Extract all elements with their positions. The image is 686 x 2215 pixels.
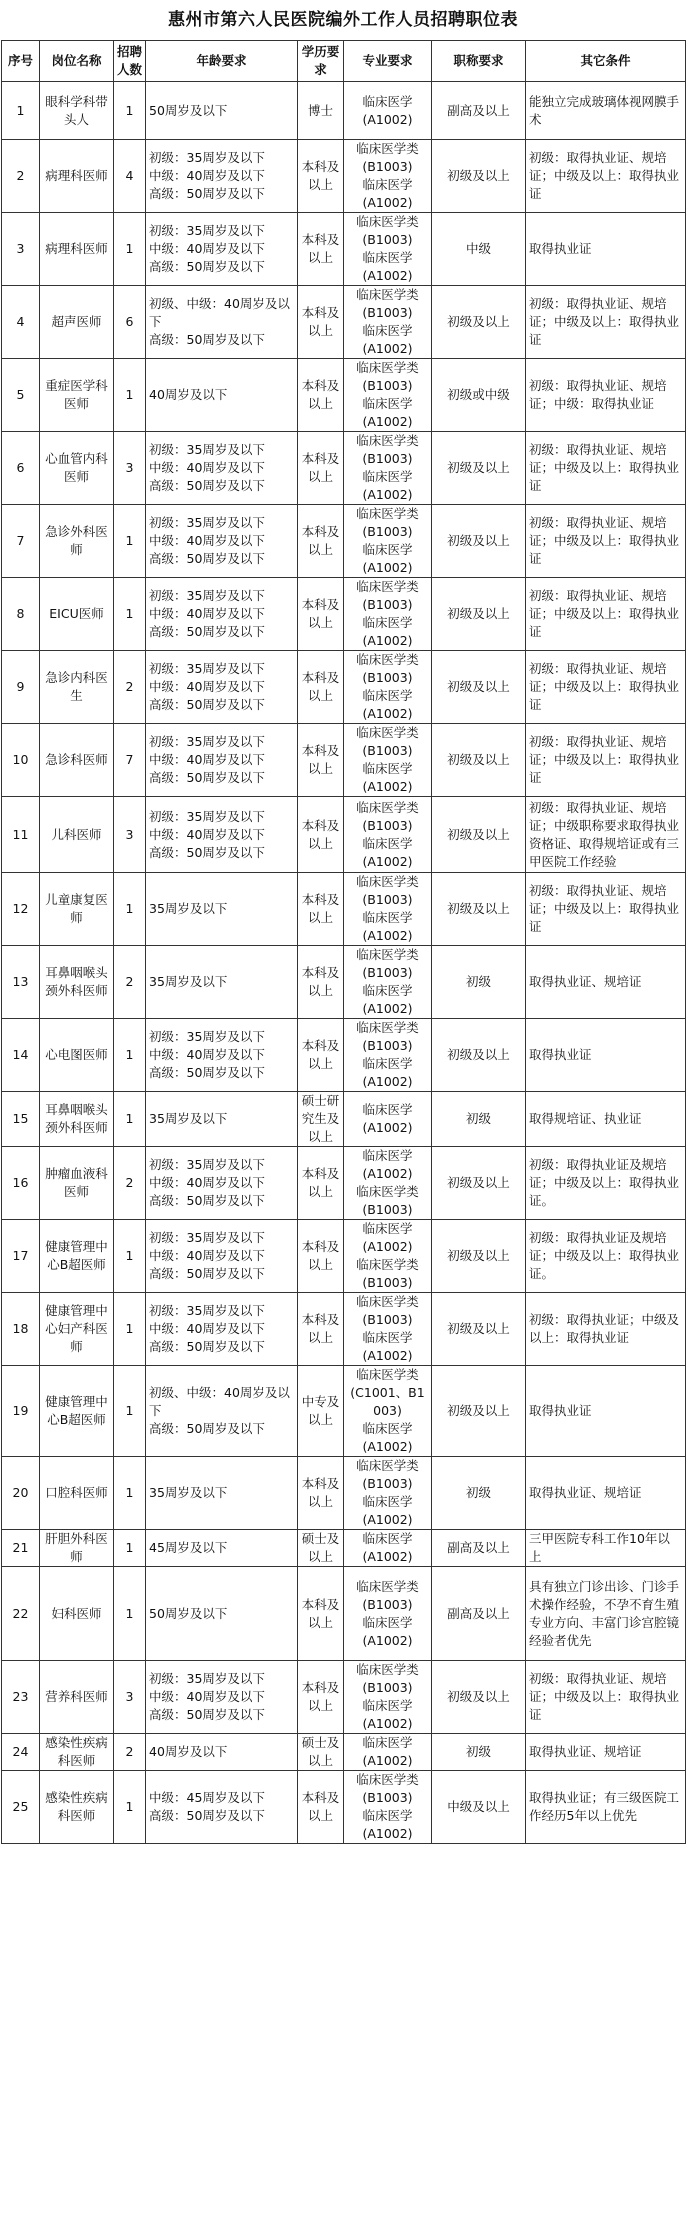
cell-age: 初级：35周岁及以下 中级：40周岁及以下 高级：50周岁及以下 xyxy=(146,651,298,724)
cell-major: 临床医学 (A1002) xyxy=(344,1092,432,1147)
cell-no: 4 xyxy=(2,286,40,359)
cell-title: 初级及以上 xyxy=(432,1661,526,1734)
cell-age: 初级：35周岁及以下 中级：40周岁及以下 高级：50周岁及以下 xyxy=(146,213,298,286)
cell-count: 2 xyxy=(114,946,146,1019)
cell-major: 临床医学 (A1002) xyxy=(344,82,432,140)
header-edu: 学历要求 xyxy=(298,41,344,82)
cell-edu: 本科及以上 xyxy=(298,1567,344,1661)
cell-post: 口腔科医师 xyxy=(40,1457,114,1530)
cell-no: 13 xyxy=(2,946,40,1019)
cell-edu: 本科及以上 xyxy=(298,1771,344,1844)
cell-edu: 本科及以上 xyxy=(298,1457,344,1530)
cell-major: 临床医学类 (B1003) 临床医学 (A1002) xyxy=(344,1661,432,1734)
table-row xyxy=(2,1661,686,1734)
header-no: 序号 xyxy=(2,41,40,82)
cell-title: 初级及以上 xyxy=(432,1220,526,1293)
cell-other: 取得执业证、规培证 xyxy=(526,1734,686,1771)
cell-major: 临床医学类 (B1003) 临床医学 (A1002) xyxy=(344,1019,432,1092)
cell-age: 初级：35周岁及以下 中级：40周岁及以下 高级：50周岁及以下 xyxy=(146,1019,298,1092)
cell-edu: 本科及以上 xyxy=(298,1147,344,1220)
cell-post: 重症医学科医师 xyxy=(40,359,114,432)
cell-other: 初级：取得执业证、规培证；中级及以上：取得执业证 xyxy=(526,505,686,578)
cell-age: 初级：35周岁及以下 中级：40周岁及以下 高级：50周岁及以下 xyxy=(146,1147,298,1220)
job-table xyxy=(1,40,686,1844)
cell-other: 初级：取得执业证、规培证；中级及以上：取得执业证 xyxy=(526,578,686,651)
cell-count: 4 xyxy=(114,140,146,213)
table-row xyxy=(2,1530,686,1567)
cell-age: 35周岁及以下 xyxy=(146,873,298,946)
cell-no: 23 xyxy=(2,1661,40,1734)
cell-title: 初级及以上 xyxy=(432,873,526,946)
cell-major: 临床医学 (A1002) xyxy=(344,1734,432,1771)
table-row xyxy=(2,873,686,946)
cell-no: 20 xyxy=(2,1457,40,1530)
table-row xyxy=(2,1220,686,1293)
cell-post: 耳鼻咽喉头颈外科医师 xyxy=(40,946,114,1019)
cell-age: 50周岁及以下 xyxy=(146,82,298,140)
cell-no: 10 xyxy=(2,724,40,797)
cell-post: 眼科学科带头人 xyxy=(40,82,114,140)
cell-title: 初级及以上 xyxy=(432,1019,526,1092)
cell-other: 初级：取得执业证、规培证；中级：取得执业证 xyxy=(526,359,686,432)
table-body xyxy=(2,82,686,1844)
cell-other: 取得执业证 xyxy=(526,1366,686,1457)
cell-no: 1 xyxy=(2,82,40,140)
cell-major: 临床医学类 (C1001、B1003) 临床医学 (A1002) xyxy=(344,1366,432,1457)
cell-no: 24 xyxy=(2,1734,40,1771)
cell-other: 取得执业证、规培证 xyxy=(526,946,686,1019)
table-row xyxy=(2,140,686,213)
cell-edu: 本科及以上 xyxy=(298,724,344,797)
cell-no: 22 xyxy=(2,1567,40,1661)
cell-other: 初级：取得执业证、规培证；中级职称要求取得执业资格证、取得规培证或有三甲医院工作经验 xyxy=(526,797,686,873)
table-row xyxy=(2,1771,686,1844)
cell-post: 超声医师 xyxy=(40,286,114,359)
cell-title: 初级及以上 xyxy=(432,286,526,359)
cell-post: 肝胆外科医师 xyxy=(40,1530,114,1567)
table-row xyxy=(2,1366,686,1457)
cell-no: 15 xyxy=(2,1092,40,1147)
cell-other: 三甲医院专科工作10年以上 xyxy=(526,1530,686,1567)
cell-post: 健康管理中心B超医师 xyxy=(40,1220,114,1293)
cell-other: 初级：取得执业证、规培证；中级及以上：取得执业证 xyxy=(526,432,686,505)
cell-post: 耳鼻咽喉头颈外科医师 xyxy=(40,1092,114,1147)
cell-age: 40周岁及以下 xyxy=(146,359,298,432)
cell-post: 健康管理中心B超医师 xyxy=(40,1366,114,1457)
cell-post: EICU医师 xyxy=(40,578,114,651)
cell-count: 1 xyxy=(114,578,146,651)
cell-count: 1 xyxy=(114,1530,146,1567)
cell-count: 1 xyxy=(114,1567,146,1661)
cell-no: 2 xyxy=(2,140,40,213)
cell-other: 初级：取得执业证、规培证；中级及以上：取得执业证 xyxy=(526,873,686,946)
cell-no: 7 xyxy=(2,505,40,578)
cell-major: 临床医学类 (B1003) 临床医学 (A1002) xyxy=(344,1457,432,1530)
cell-title: 初级及以上 xyxy=(432,140,526,213)
cell-age: 初级：35周岁及以下 中级：40周岁及以下 高级：50周岁及以下 xyxy=(146,432,298,505)
cell-edu: 本科及以上 xyxy=(298,1220,344,1293)
cell-edu: 硕士及以上 xyxy=(298,1530,344,1567)
cell-edu: 本科及以上 xyxy=(298,797,344,873)
cell-title: 初级及以上 xyxy=(432,432,526,505)
cell-major: 临床医学类 (B1003) 临床医学 (A1002) xyxy=(344,140,432,213)
cell-major: 临床医学类 (B1003) 临床医学 (A1002) xyxy=(344,432,432,505)
header-age: 年龄要求 xyxy=(146,41,298,82)
cell-title: 副高及以上 xyxy=(432,1530,526,1567)
table-row xyxy=(2,1147,686,1220)
cell-edu: 本科及以上 xyxy=(298,140,344,213)
table-row xyxy=(2,505,686,578)
cell-count: 1 xyxy=(114,82,146,140)
cell-edu: 博士 xyxy=(298,82,344,140)
cell-age: 初级、中级：40周岁及以下 高级：50周岁及以下 xyxy=(146,286,298,359)
cell-title: 初级 xyxy=(432,1092,526,1147)
cell-no: 9 xyxy=(2,651,40,724)
cell-count: 1 xyxy=(114,873,146,946)
cell-edu: 本科及以上 xyxy=(298,1661,344,1734)
cell-major: 临床医学类 (B1003) 临床医学 (A1002) xyxy=(344,286,432,359)
cell-post: 急诊科医师 xyxy=(40,724,114,797)
cell-age: 35周岁及以下 xyxy=(146,1457,298,1530)
cell-count: 6 xyxy=(114,286,146,359)
cell-age: 初级：35周岁及以下 中级：40周岁及以下 高级：50周岁及以下 xyxy=(146,1293,298,1366)
cell-count: 1 xyxy=(114,213,146,286)
cell-count: 1 xyxy=(114,505,146,578)
header-post: 岗位名称 xyxy=(40,41,114,82)
cell-no: 11 xyxy=(2,797,40,873)
cell-title: 初级及以上 xyxy=(432,578,526,651)
cell-other: 初级：取得执业证、规培证；中级及以上：取得执业证 xyxy=(526,1661,686,1734)
cell-edu: 本科及以上 xyxy=(298,873,344,946)
cell-major: 临床医学类 (B1003) 临床医学 (A1002) xyxy=(344,1771,432,1844)
page-title: 惠州市第六人民医院编外工作人员招聘职位表 xyxy=(168,10,518,30)
cell-post: 感染性疾病科医师 xyxy=(40,1771,114,1844)
cell-other: 初级：取得执业证、规培证；中级及以上：取得执业证 xyxy=(526,286,686,359)
header-major: 专业要求 xyxy=(344,41,432,82)
cell-major: 临床医学类 (B1003) 临床医学 (A1002) xyxy=(344,359,432,432)
table-row xyxy=(2,1457,686,1530)
cell-count: 1 xyxy=(114,1457,146,1530)
table-row xyxy=(2,1734,686,1771)
cell-post: 病理科医师 xyxy=(40,213,114,286)
cell-age: 50周岁及以下 xyxy=(146,1567,298,1661)
cell-title: 初级及以上 xyxy=(432,1293,526,1366)
cell-major: 临床医学 (A1002) xyxy=(344,1530,432,1567)
cell-age: 40周岁及以下 xyxy=(146,1734,298,1771)
table-row xyxy=(2,213,686,286)
cell-no: 18 xyxy=(2,1293,40,1366)
table-row xyxy=(2,1019,686,1092)
cell-title: 副高及以上 xyxy=(432,82,526,140)
cell-edu: 本科及以上 xyxy=(298,505,344,578)
cell-title: 中级及以上 xyxy=(432,1771,526,1844)
cell-title: 初级 xyxy=(432,1734,526,1771)
cell-title: 初级 xyxy=(432,1457,526,1530)
cell-edu: 本科及以上 xyxy=(298,1019,344,1092)
cell-major: 临床医学类 (B1003) 临床医学 (A1002) xyxy=(344,578,432,651)
cell-edu: 中专及以上 xyxy=(298,1366,344,1457)
cell-other: 取得执业证 xyxy=(526,1019,686,1092)
cell-no: 6 xyxy=(2,432,40,505)
cell-other: 初级：取得执业证、规培证；中级及以上：取得执业证 xyxy=(526,651,686,724)
cell-age: 中级：45周岁及以下 高级：50周岁及以下 xyxy=(146,1771,298,1844)
cell-count: 1 xyxy=(114,1092,146,1147)
table-row xyxy=(2,1567,686,1661)
cell-count: 3 xyxy=(114,432,146,505)
header-count: 招聘人数 xyxy=(114,41,146,82)
cell-count: 1 xyxy=(114,1366,146,1457)
cell-age: 初级：35周岁及以下 中级：40周岁及以下 高级：50周岁及以下 xyxy=(146,140,298,213)
cell-edu: 本科及以上 xyxy=(298,946,344,1019)
cell-no: 14 xyxy=(2,1019,40,1092)
cell-major: 临床医学类 (B1003) 临床医学 (A1002) xyxy=(344,724,432,797)
cell-other: 取得执业证；有三级医院工作经历5年以上优先 xyxy=(526,1771,686,1844)
cell-edu: 本科及以上 xyxy=(298,578,344,651)
cell-title: 初级及以上 xyxy=(432,1366,526,1457)
cell-edu: 硕士研究生及以上 xyxy=(298,1092,344,1147)
cell-post: 肿瘤血液科医师 xyxy=(40,1147,114,1220)
cell-count: 1 xyxy=(114,359,146,432)
cell-major: 临床医学类 (B1003) 临床医学 (A1002) xyxy=(344,946,432,1019)
cell-age: 初级、中级：40周岁及以下 高级：50周岁及以下 xyxy=(146,1366,298,1457)
cell-major: 临床医学类 (B1003) 临床医学 (A1002) xyxy=(344,1567,432,1661)
cell-edu: 本科及以上 xyxy=(298,359,344,432)
cell-title: 中级 xyxy=(432,213,526,286)
cell-age: 初级：35周岁及以下 中级：40周岁及以下 高级：50周岁及以下 xyxy=(146,578,298,651)
cell-other: 能独立完成玻璃体视网膜手术 xyxy=(526,82,686,140)
cell-no: 17 xyxy=(2,1220,40,1293)
table-row xyxy=(2,359,686,432)
cell-count: 1 xyxy=(114,1019,146,1092)
cell-post: 营养科医师 xyxy=(40,1661,114,1734)
cell-other: 初级：取得执业证、规培证；中级及以上：取得执业证 xyxy=(526,140,686,213)
cell-major: 临床医学类 (B1003) 临床医学 (A1002) xyxy=(344,873,432,946)
cell-no: 5 xyxy=(2,359,40,432)
cell-post: 健康管理中心妇产科医师 xyxy=(40,1293,114,1366)
cell-edu: 本科及以上 xyxy=(298,286,344,359)
table-row xyxy=(2,1092,686,1147)
cell-post: 儿童康复医师 xyxy=(40,873,114,946)
cell-edu: 本科及以上 xyxy=(298,651,344,724)
cell-age: 35周岁及以下 xyxy=(146,1092,298,1147)
cell-major: 临床医学类 (B1003) 临床医学 (A1002) xyxy=(344,505,432,578)
cell-other: 取得执业证、规培证 xyxy=(526,1457,686,1530)
cell-post: 急诊内科医生 xyxy=(40,651,114,724)
cell-post: 心电图医师 xyxy=(40,1019,114,1092)
cell-title: 初级及以上 xyxy=(432,724,526,797)
cell-count: 3 xyxy=(114,1661,146,1734)
cell-age: 35周岁及以下 xyxy=(146,946,298,1019)
cell-no: 8 xyxy=(2,578,40,651)
cell-title: 初级及以上 xyxy=(432,651,526,724)
table-row xyxy=(2,82,686,140)
header-row xyxy=(2,41,686,82)
cell-other: 具有独立门诊出诊、门诊手术操作经验，不孕不育生殖专业方向、丰富门诊宫腔镜经验者优先 xyxy=(526,1567,686,1661)
cell-age: 初级：35周岁及以下 中级：40周岁及以下 高级：50周岁及以下 xyxy=(146,1220,298,1293)
cell-major: 临床医学类 (B1003) 临床医学 (A1002) xyxy=(344,797,432,873)
cell-no: 21 xyxy=(2,1530,40,1567)
table-row xyxy=(2,651,686,724)
cell-title: 副高及以上 xyxy=(432,1567,526,1661)
cell-no: 12 xyxy=(2,873,40,946)
cell-post: 感染性疾病科医师 xyxy=(40,1734,114,1771)
cell-other: 取得规培证、执业证 xyxy=(526,1092,686,1147)
cell-count: 1 xyxy=(114,1220,146,1293)
cell-other: 初级：取得执业证及规培证；中级及以上：取得执业证。 xyxy=(526,1147,686,1220)
cell-other: 初级：取得执业证及规培证；中级及以上：取得执业证。 xyxy=(526,1220,686,1293)
cell-other: 初级：取得执业证、规培证；中级及以上：取得执业证 xyxy=(526,724,686,797)
cell-other: 取得执业证 xyxy=(526,213,686,286)
header-title: 职称要求 xyxy=(432,41,526,82)
cell-title: 初级及以上 xyxy=(432,505,526,578)
cell-count: 2 xyxy=(114,1147,146,1220)
table-row xyxy=(2,797,686,873)
cell-major: 临床医学类 (B1003) 临床医学 (A1002) xyxy=(344,213,432,286)
cell-post: 妇科医师 xyxy=(40,1567,114,1661)
cell-count: 2 xyxy=(114,651,146,724)
table-row xyxy=(2,432,686,505)
cell-age: 初级：35周岁及以下 中级：40周岁及以下 高级：50周岁及以下 xyxy=(146,724,298,797)
cell-title: 初级及以上 xyxy=(432,1147,526,1220)
cell-major: 临床医学类 (B1003) 临床医学 (A1002) xyxy=(344,651,432,724)
cell-no: 25 xyxy=(2,1771,40,1844)
cell-age: 初级：35周岁及以下 中级：40周岁及以下 高级：50周岁及以下 xyxy=(146,505,298,578)
cell-title: 初级 xyxy=(432,946,526,1019)
table-row xyxy=(2,578,686,651)
table-row xyxy=(2,946,686,1019)
cell-major: 临床医学 (A1002) 临床医学类 (B1003) xyxy=(344,1147,432,1220)
cell-other: 初级：取得执业证；中级及以上：取得执业证 xyxy=(526,1293,686,1366)
cell-edu: 硕士及以上 xyxy=(298,1734,344,1771)
cell-count: 3 xyxy=(114,797,146,873)
cell-edu: 本科及以上 xyxy=(298,213,344,286)
cell-post: 儿科医师 xyxy=(40,797,114,873)
cell-post: 病理科医师 xyxy=(40,140,114,213)
cell-post: 心血管内科医师 xyxy=(40,432,114,505)
cell-title: 初级或中级 xyxy=(432,359,526,432)
cell-count: 1 xyxy=(114,1293,146,1366)
cell-edu: 本科及以上 xyxy=(298,432,344,505)
cell-post: 急诊外科医师 xyxy=(40,505,114,578)
cell-no: 16 xyxy=(2,1147,40,1220)
cell-no: 19 xyxy=(2,1366,40,1457)
cell-age: 初级：35周岁及以下 中级：40周岁及以下 高级：50周岁及以下 xyxy=(146,1661,298,1734)
cell-count: 7 xyxy=(114,724,146,797)
table-row xyxy=(2,286,686,359)
cell-age: 初级：35周岁及以下 中级：40周岁及以下 高级：50周岁及以下 xyxy=(146,797,298,873)
cell-count: 1 xyxy=(114,1771,146,1844)
cell-count: 2 xyxy=(114,1734,146,1771)
cell-no: 3 xyxy=(2,213,40,286)
cell-major: 临床医学类 (B1003) 临床医学 (A1002) xyxy=(344,1293,432,1366)
cell-title: 初级及以上 xyxy=(432,797,526,873)
table-row xyxy=(2,1293,686,1366)
table-row xyxy=(2,724,686,797)
cell-edu: 本科及以上 xyxy=(298,1293,344,1366)
cell-age: 45周岁及以下 xyxy=(146,1530,298,1567)
cell-major: 临床医学 (A1002) 临床医学类 (B1003) xyxy=(344,1220,432,1293)
header-other: 其它条件 xyxy=(526,41,686,82)
